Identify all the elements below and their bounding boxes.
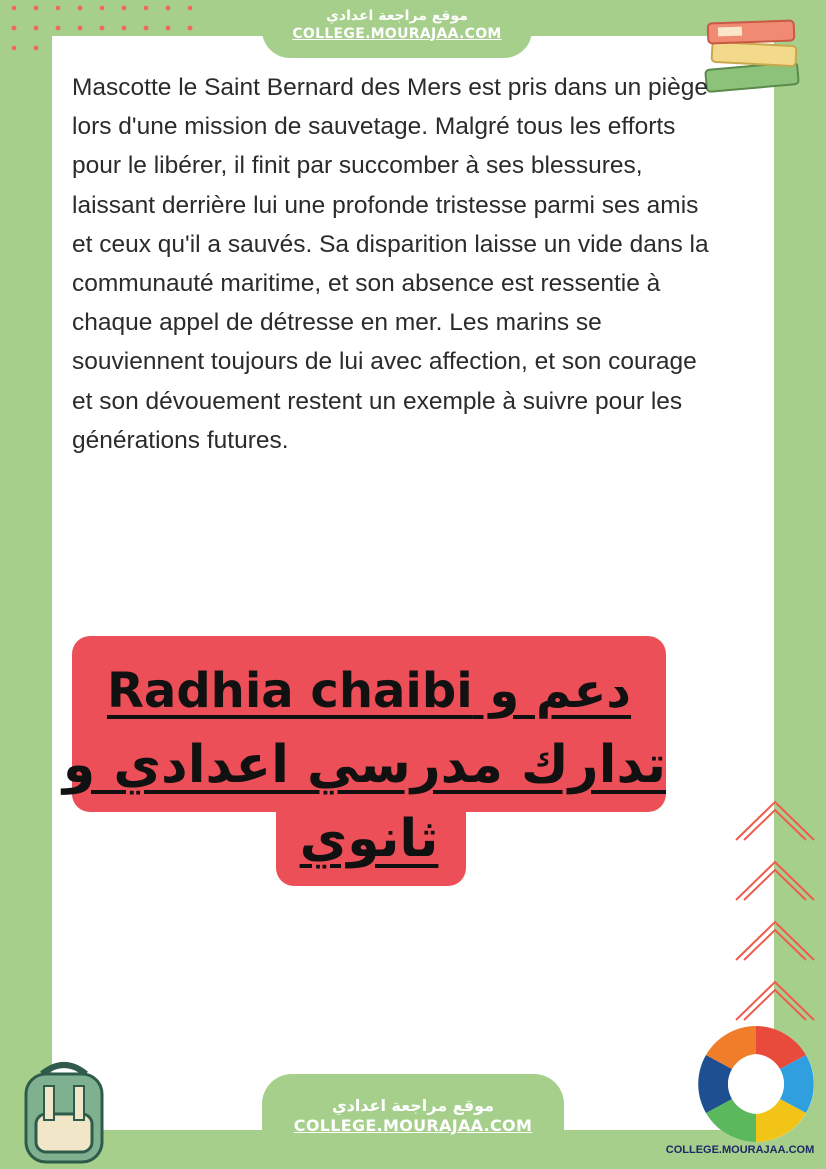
backpack-icon (14, 1056, 114, 1166)
header-tab (262, 0, 532, 58)
footer-site-name: موقع مراجعة اعدادي (331, 1096, 495, 1115)
header-site-name: موقع مراجعة اعدادي (326, 8, 468, 24)
promo-banner (62, 654, 666, 876)
footer-tab (262, 1074, 564, 1169)
banner-line-1: دعم و Radhia chaibi (106, 663, 632, 719)
footer-site-link[interactable]: COLLEGE.MOURAJAA.COM (293, 1116, 533, 1135)
banner-line-2: تدارك مدرسي اعدادي و (62, 735, 666, 795)
chevron-up-icons (730, 790, 820, 1030)
logo-label: COLLEGE.MOURAJAA.COM (665, 1144, 815, 1156)
school-logo-wheel (694, 1022, 818, 1146)
banner-line-3: ثانوي (299, 809, 439, 869)
header-site-link[interactable]: COLLEGE.MOURAJAA.COM (292, 25, 502, 42)
body-paragraph: Mascotte le Saint Bernard des Mers est pris dans un piège lors d'une mission de sauvetage. Malgré tous les efforts pour le libérer, il finit par succomber à ses blessures, laissant derrière lui une profonde tristesse parmi ses amis et ceux qu'il a sauvés. Sa disparition laisse un vide dans la communauté maritime, et son absence est ressentie à chaque appel de détresse en mer. Les marins se souviennent toujours de lui avec affection, et son courage et son dévouement restent un exemple à suivre pour les générations futures. (72, 74, 709, 454)
